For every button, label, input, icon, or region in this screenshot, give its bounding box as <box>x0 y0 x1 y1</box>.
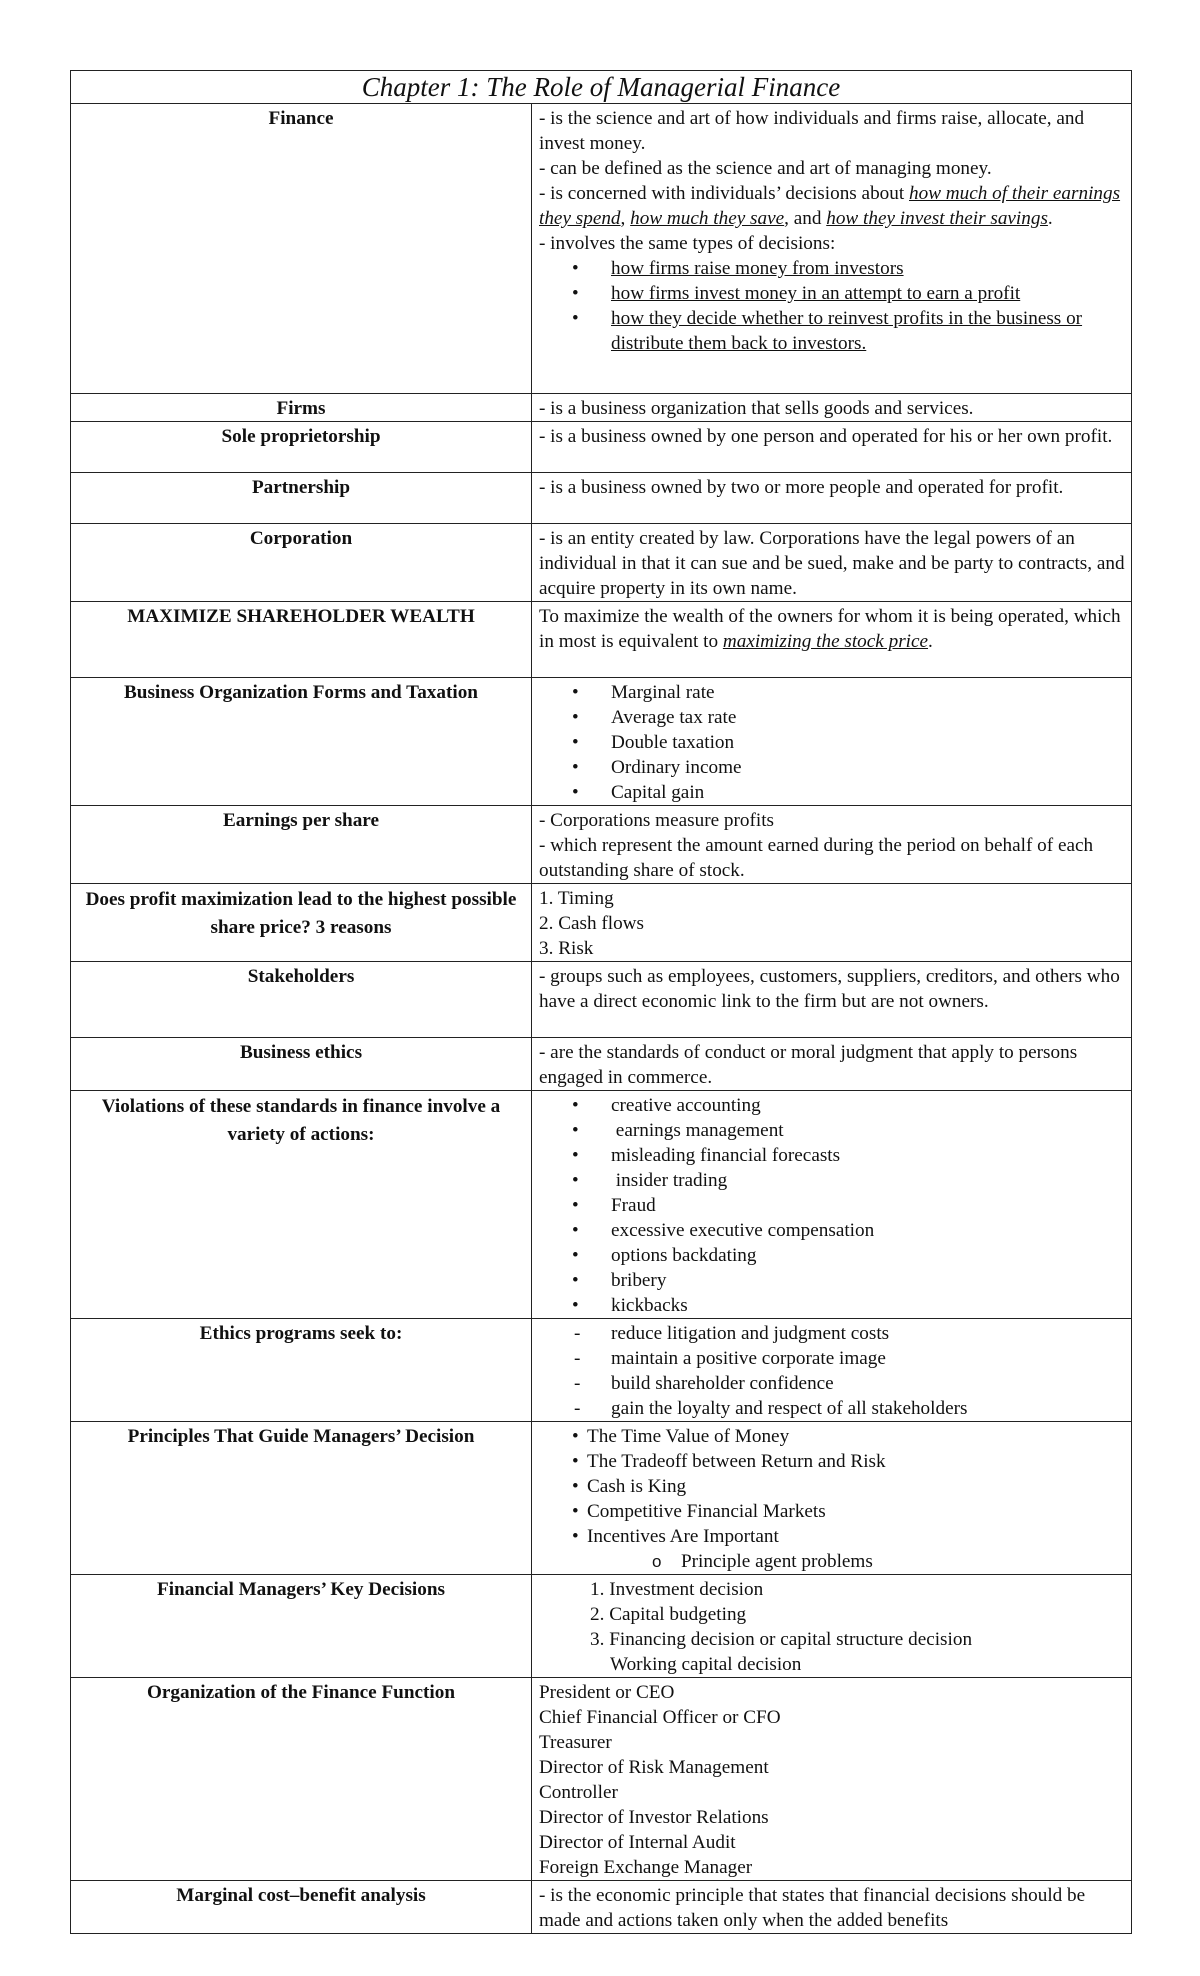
finance-concern: - is concerned with individuals’ decisions about how much of their earnings they spend, how much they save, and how they invest their savings. <box>539 183 1121 229</box>
list-item: • Average tax rate <box>539 705 1125 730</box>
term-stakeholders: Stakeholders <box>71 962 532 1038</box>
principles-sub-list <box>539 1549 1125 1574</box>
list-item: • Incentives Are Important <box>539 1524 1125 1549</box>
list-item: • how they decide whether to reinvest profits in the business or distribute them back to investors. <box>539 306 1125 356</box>
list-item: • how firms raise money from investors <box>539 256 1125 281</box>
list-item: • how firms invest money in an attempt to earn a profit <box>539 281 1125 306</box>
list-item: 3. Financing decision or capital structure decision <box>590 1629 973 1650</box>
definition-taxation <box>532 678 1132 806</box>
table-row <box>71 524 1132 602</box>
list-item: 1. Timing <box>539 888 614 909</box>
list-item: 3. Risk <box>539 938 594 959</box>
definition-profit-maximization <box>532 884 1132 962</box>
term-profit-maximization: Does profit maximization lead to the highest possible share price? 3 reasons <box>71 884 532 962</box>
list-item: 2. Cash flows <box>539 913 644 934</box>
term-business-ethics: Business ethics <box>71 1038 532 1091</box>
key-decisions-list <box>539 1577 1125 1677</box>
list-item: - build shareholder confidence <box>539 1371 1125 1396</box>
eps-line: - which represent the amount earned during the period on behalf of each outstanding share of stock. <box>539 835 1094 881</box>
term-ethics-programs: Ethics programs seek to: <box>71 1319 532 1422</box>
term-firms: Firms <box>71 394 532 422</box>
definition-maximize-shareholder-wealth: To maximize the wealth of the owners for whom it is being operated, which in most is equivalent to maximizing the stock price. <box>532 602 1132 678</box>
finance-decisions-intro: - involves the same types of decisions: <box>539 233 836 254</box>
list-item: President or CEO <box>539 1682 675 1703</box>
definition-finance <box>532 104 1132 394</box>
definition-organization <box>532 1678 1132 1881</box>
violations-list <box>539 1093 1125 1318</box>
list-item: • Competitive Financial Markets <box>539 1499 1125 1524</box>
table-row <box>71 473 1132 524</box>
list-item: • misleading financial forecasts <box>539 1143 1125 1168</box>
table-row <box>71 884 1132 962</box>
list-item: Foreign Exchange Manager <box>539 1857 753 1878</box>
term-violations: Violations of these standards in finance involve a variety of actions: <box>71 1091 532 1319</box>
list-item: Working capital decision <box>610 1654 802 1675</box>
definition-marginal-cost-benefit: - is the economic principle that states that financial decisions should be made and actions taken only when the added benefits <box>532 1881 1132 1934</box>
taxation-list <box>539 680 1125 805</box>
list-item: Treasurer <box>539 1732 612 1753</box>
term-organization: Organization of the Finance Function <box>71 1678 532 1881</box>
definition-key-decisions <box>532 1575 1132 1678</box>
table-row <box>71 1319 1132 1422</box>
table-row <box>71 678 1132 806</box>
table-row <box>71 1881 1132 1934</box>
term-principles: Principles That Guide Managers’ Decision <box>71 1422 532 1575</box>
eps-line: - Corporations measure profits <box>539 810 774 831</box>
definition-earnings-per-share <box>532 806 1132 884</box>
list-item: Controller <box>539 1782 618 1803</box>
definition-violations <box>532 1091 1132 1319</box>
list-item: - gain the loyalty and respect of all stakeholders <box>539 1396 1125 1421</box>
definition-sole-proprietorship: - is a business owned by one person and operated for his or her own profit. <box>532 422 1132 473</box>
term-marginal-cost-benefit: Marginal cost–benefit analysis <box>71 1881 532 1934</box>
list-item: • options backdating <box>539 1243 1125 1268</box>
list-item: Director of Internal Audit <box>539 1832 736 1853</box>
list-item: • The Tradeoff between Return and Risk <box>539 1449 1125 1474</box>
table-row <box>71 806 1132 884</box>
list-item: • Fraud <box>539 1193 1125 1218</box>
list-item: • creative accounting <box>539 1093 1125 1118</box>
term-corporation: Corporation <box>71 524 532 602</box>
list-item: 1. Investment decision <box>590 1579 764 1600</box>
table-row <box>71 422 1132 473</box>
table-row <box>71 602 1132 678</box>
term-maximize-shareholder-wealth: MAXIMIZE SHAREHOLDER WEALTH <box>71 602 532 678</box>
finance-line: - can be defined as the science and art of managing money. <box>539 158 992 179</box>
table-row <box>71 1091 1132 1319</box>
table-row <box>71 1575 1132 1678</box>
definitions-table <box>70 70 1132 1934</box>
chapter-title: Chapter 1: The Role of Managerial Finance <box>71 71 1132 104</box>
list-item: - maintain a positive corporate image <box>539 1346 1125 1371</box>
finance-decision-list <box>539 256 1125 356</box>
term-sole-proprietorship: Sole proprietorship <box>71 422 532 473</box>
definition-business-ethics: - are the standards of conduct or moral judgment that apply to persons engaged in commerce. <box>532 1038 1132 1091</box>
definition-firms: - is a business organization that sells goods and services. <box>532 394 1132 422</box>
finance-line: - is the science and art of how individuals and firms raise, allocate, and invest money. <box>539 108 1085 154</box>
list-item: • Cash is King <box>539 1474 1125 1499</box>
definition-principles <box>532 1422 1132 1575</box>
list-item: - reduce litigation and judgment costs <box>539 1321 1125 1346</box>
list-item: • earnings management <box>539 1118 1125 1143</box>
table-row <box>71 962 1132 1038</box>
definition-partnership: - is a business owned by two or more people and operated for profit. <box>532 473 1132 524</box>
list-item: • Marginal rate <box>539 680 1125 705</box>
list-item: • Capital gain <box>539 780 1125 805</box>
list-item: Chief Financial Officer or CFO <box>539 1707 781 1728</box>
table-row <box>71 394 1132 422</box>
term-key-decisions: Financial Managers’ Key Decisions <box>71 1575 532 1678</box>
definition-stakeholders: - groups such as employees, customers, suppliers, creditors, and others who have a direct economic link to the firm but are not owners. <box>532 962 1132 1038</box>
list-item: Director of Investor Relations <box>539 1807 769 1828</box>
principles-list <box>539 1424 1125 1549</box>
list-item: • bribery <box>539 1268 1125 1293</box>
table-row <box>71 104 1132 394</box>
ethics-programs-list <box>539 1321 1125 1421</box>
list-item: o Principle agent problems <box>539 1549 1125 1574</box>
title-row <box>71 71 1132 104</box>
list-item: • excessive executive compensation <box>539 1218 1125 1243</box>
list-item: Director of Risk Management <box>539 1757 769 1778</box>
table-row <box>71 1038 1132 1091</box>
term-earnings-per-share: Earnings per share <box>71 806 532 884</box>
list-item: 2. Capital budgeting <box>590 1604 747 1625</box>
definition-corporation: - is an entity created by law. Corporations have the legal powers of an individual in that it can sue and be sued, make and be party to contracts, and acquire property in its own name. <box>532 524 1132 602</box>
term-business-organization-taxation: Business Organization Forms and Taxation <box>71 678 532 806</box>
list-item: • Double taxation <box>539 730 1125 755</box>
definition-ethics-programs <box>532 1319 1132 1422</box>
table-row <box>71 1678 1132 1881</box>
table-row <box>71 1422 1132 1575</box>
term-finance: Finance <box>71 104 532 394</box>
document-page <box>70 70 1131 1934</box>
list-item: • kickbacks <box>539 1293 1125 1318</box>
term-partnership: Partnership <box>71 473 532 524</box>
list-item: • Ordinary income <box>539 755 1125 780</box>
list-item: • insider trading <box>539 1168 1125 1193</box>
list-item: • The Time Value of Money <box>539 1424 1125 1449</box>
